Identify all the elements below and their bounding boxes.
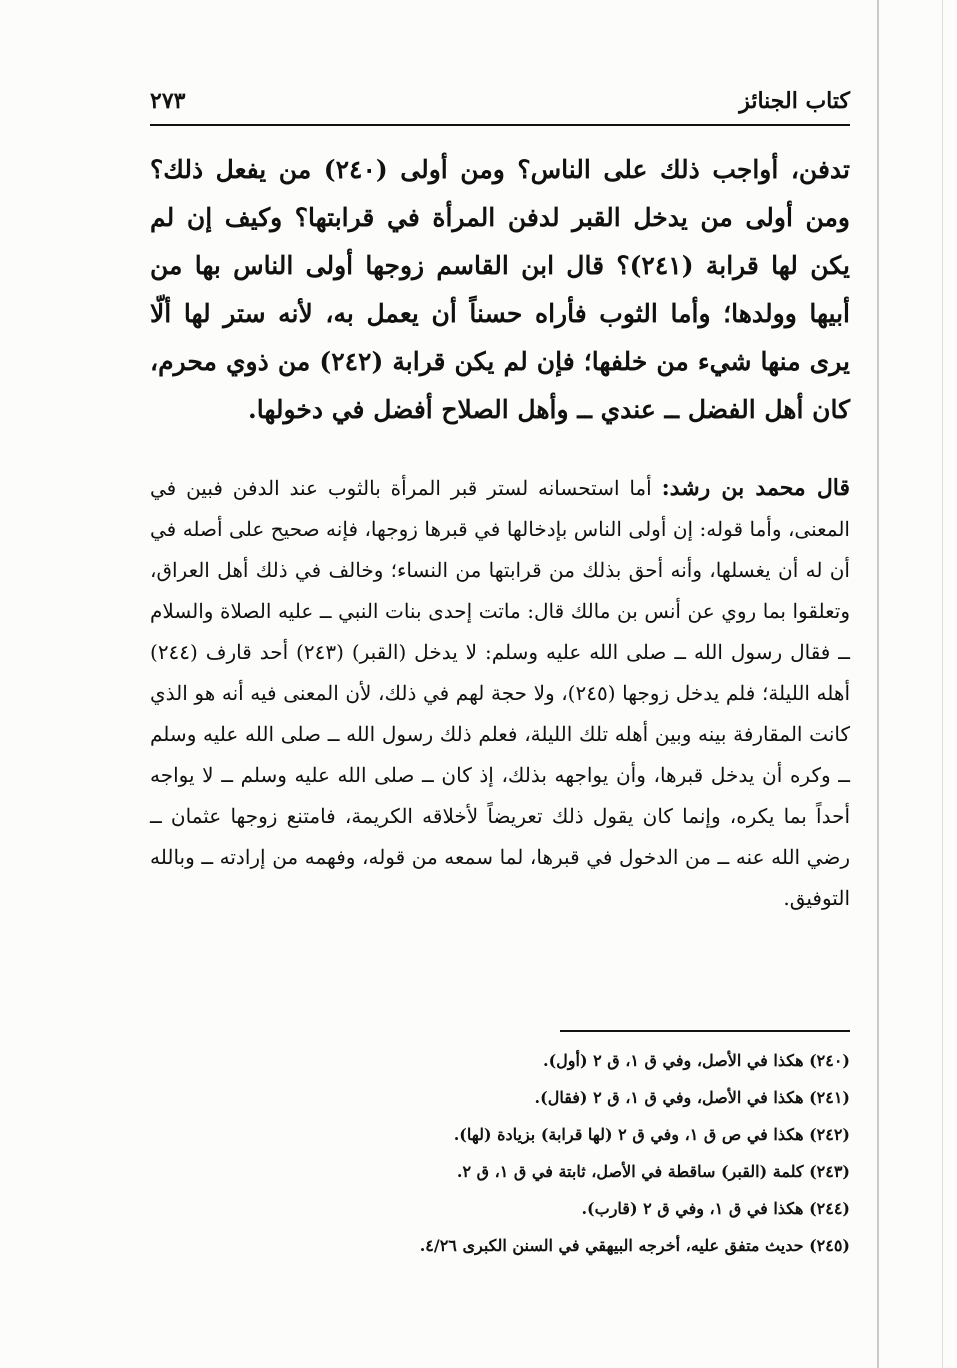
header-rule bbox=[150, 124, 850, 126]
main-text-paragraph: تدفن، أواجب ذلك على الناس؟ ومن أولى (٢٤٠) من يفعل ذلك؟ ومن أولى من يدخل القبر لدفن المرأة في قرابتها؟ وكيف إن لم يكن لها قرابة (٢٤١)؟ قال ابن القاسم زوجها أولى الناس بها من أبيها وولدها؛ وأما الثوب فأراه حسناً أن يعمل به، لأنه ستر لها ألّا يرى منها شيء من خلفها؛ فإن لم يكن قرابة (٢٤٢) من ذوي محرم، كان أهل الفضل ــ عندي ــ وأهل الصلاح أفضل في دخولها. bbox=[150, 155, 851, 424]
commentary-lead: قال محمد بن رشد: bbox=[661, 475, 851, 501]
footnote-rule bbox=[560, 1030, 850, 1032]
page-header bbox=[150, 88, 850, 120]
footnote: (٢٤٣) كلمة (القبر) ساقطة في الأصل، ثابتة في ق ١، ق ٢. bbox=[456, 1162, 850, 1181]
footnote: (٢٤٢) هكذا في ص ق ١، وفي ق ٢ (لها قرابة) بزيادة (لها). bbox=[453, 1125, 850, 1144]
page-edge-line bbox=[877, 0, 879, 1368]
page-edge-line bbox=[942, 0, 943, 1368]
footnote: (٢٤٠) هكذا في الأصل، وفي ق ١، ق ٢ (أول). bbox=[543, 1051, 850, 1070]
page-number: ٢٧٣ bbox=[150, 88, 186, 114]
footnote: (٢٤٥) حديث متفق عليه، أخرجه البيهقي في السنن الكبرى ٤/٢٦. bbox=[419, 1236, 850, 1255]
commentary-paragraph bbox=[150, 468, 850, 919]
footnote: (٢٤١) هكذا في الأصل، وفي ق ١، ق ٢ (فقال). bbox=[534, 1088, 850, 1107]
footnote: (٢٤٤) هكذا في ق ١، وفي ق ٢ (قارب). bbox=[581, 1199, 850, 1218]
commentary-body: أما استحسانه لستر قبر المرأة بالثوب عند الدفن فبين في المعنى، وأما قوله: إن أولى الناس بإدخالها في قبرها زوجها، فإنه صحيح على أصله في أن له أن يغسلها، وأنه أحق بذلك من قرابتها من النساء؛ وخالف في ذلك أهل العراق، وتعلقوا بما روي عن أنس بن مالك قال: ماتت إحدى بنات النبي ــ عليه الصلاة والسلام ــ فقال رسول الله ــ صلى الله عليه وسلم: لا يدخل (القبر) (٢٤٣) أحد قارف (٢٤٤) أهله الليلة؛ فلم يدخل زوجها (٢٤٥)، ولا حجة لهم في ذلك، لأن المعنى فيه أنه هو الذي كانت المقارفة بينه وبين أهله تلك الليلة، فعلم ذلك رسول الله ــ صلى الله عليه وسلم ــ وكره أن يدخل قبرها، وأن يواجهه بذلك، إذ كان ــ صلى الله عليه وسلم ــ لا يواجه أحداً بما يكره، وإنما كان يقول ذلك تعريضاً لأخلاقه الكريمة، فامتنع زوجها عثمان ــ رضي الله عنه ــ من الدخول في قبرها، لما سمعه من قوله، وفهمه من إرادته ــ وبالله التوفيق. bbox=[150, 476, 851, 910]
chapter-title: كتاب الجنائز bbox=[739, 88, 850, 114]
footnotes bbox=[150, 1042, 850, 1264]
